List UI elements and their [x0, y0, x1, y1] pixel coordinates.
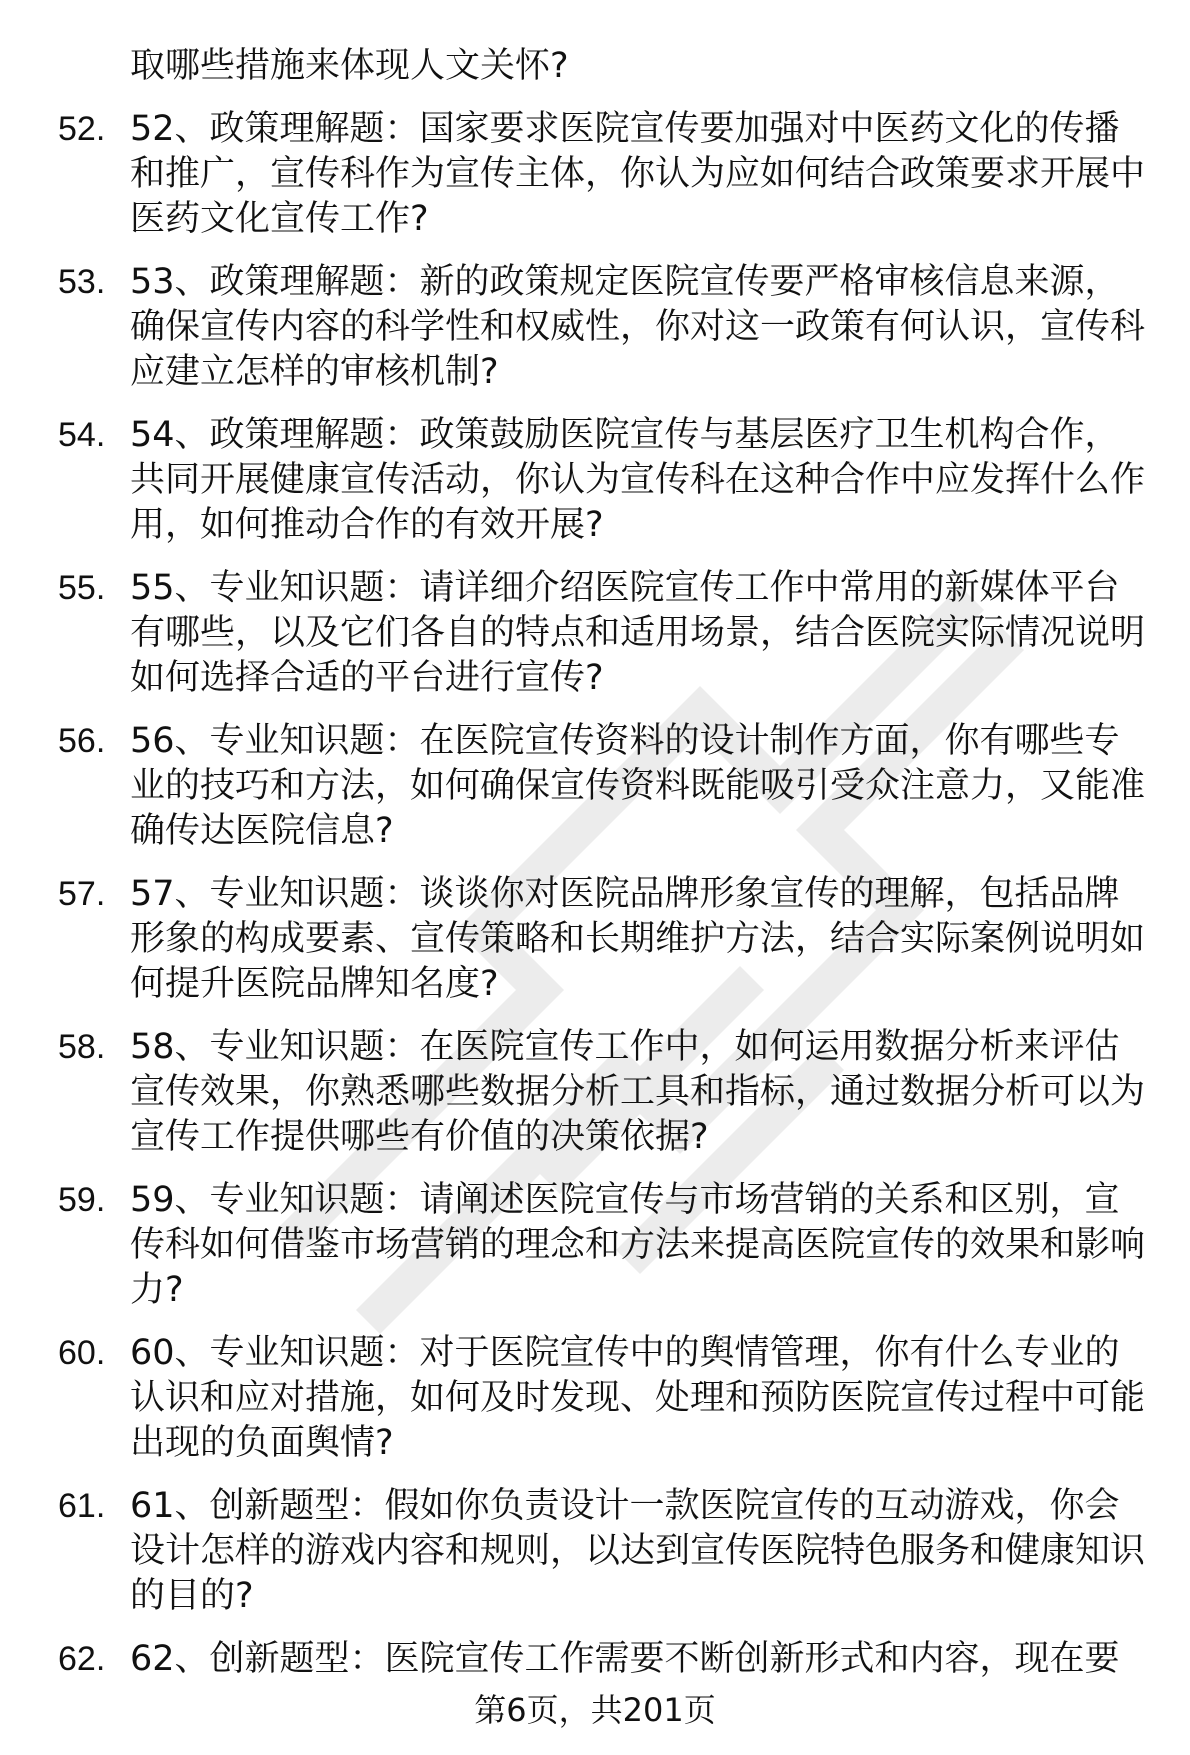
question-item: [0, 260, 1150, 395]
question-number: 60.: [58, 1334, 106, 1372]
question-number: 56.: [58, 722, 106, 760]
question-text: 56、专业知识题：在医院宣传资料的设计制作方面，你有哪些专业的技巧和方法，如何确保宣传资料既能吸引受众注意力，又能准确传达医院信息?: [130, 721, 1146, 851]
question-text: 52、政策理解题：国家要求医院宣传要加强对中医药文化的传播和推广，宣传科作为宣传主体，你认为应如何结合政策要求开展中医药文化宣传工作?: [130, 109, 1146, 239]
page-number-label: 第6页，共201页: [474, 1691, 716, 1729]
question-number: 54.: [58, 416, 106, 454]
previous-question-continuation: 取哪些措施来体现人文关怀?: [130, 46, 569, 86]
question-number: 61.: [58, 1487, 106, 1525]
question-text: 60、专业知识题：对于医院宣传中的舆情管理，你有什么专业的认识和应对措施，如何及时发现、处理和预防医院宣传过程中可能出现的负面舆情?: [130, 1333, 1146, 1463]
question-list: [0, 107, 1190, 1682]
question-item: [0, 413, 1150, 548]
question-item: [0, 872, 1150, 1007]
question-item: [0, 1637, 1150, 1682]
question-number: 58.: [58, 1028, 106, 1066]
question-text: 61、创新题型：假如你负责设计一款医院宣传的互动游戏，你会设计怎样的游戏内容和规则，以达到宣传医院特色服务和健康知识的目的?: [130, 1486, 1146, 1616]
question-text: 59、专业知识题：请阐述医院宣传与市场营销的关系和区别，宣传科如何借鉴市场营销的理念和方法来提高医院宣传的效果和影响力?: [130, 1180, 1146, 1310]
question-item: [0, 1331, 1150, 1466]
question-item: [0, 566, 1150, 701]
question-item: [0, 1025, 1150, 1160]
question-item: [0, 1484, 1150, 1619]
page-footer: [0, 1690, 1190, 1730]
question-item: [0, 1178, 1150, 1313]
question-number: 55.: [58, 569, 106, 607]
question-number: 59.: [58, 1181, 106, 1219]
question-text: 55、专业知识题：请详细介绍医院宣传工作中常用的新媒体平台有哪些，以及它们各自的特点和适用场景，结合医院实际情况说明如何选择合适的平台进行宣传?: [130, 568, 1146, 698]
question-item: [0, 107, 1150, 242]
document-content: [0, 44, 1190, 1700]
question-text: 53、政策理解题：新的政策规定医院宣传要严格审核信息来源，确保宣传内容的科学性和权威性，你对这一政策有何认识，宣传科应建立怎样的审核机制?: [130, 262, 1146, 392]
question-text: 54、政策理解题：政策鼓励医院宣传与基层医疗卫生机构合作，共同开展健康宣传活动，你认为宣传科在这种合作中应发挥什么作用，如何推动合作的有效开展?: [130, 415, 1146, 545]
question-number: 57.: [58, 875, 106, 913]
question-number: 52.: [58, 110, 106, 148]
question-item: [0, 719, 1150, 854]
question-text: 62、创新题型：医院宣传工作需要不断创新形式和内容，现在要: [130, 1639, 1120, 1679]
question-number: 62.: [58, 1640, 106, 1678]
question-number: 53.: [58, 263, 106, 301]
question-text: 58、专业知识题：在医院宣传工作中，如何运用数据分析来评估宣传效果，你熟悉哪些数据分析工具和指标，通过数据分析可以为宣传工作提供哪些有价值的决策依据?: [130, 1027, 1146, 1157]
question-text: 57、专业知识题：谈谈你对医院品牌形象宣传的理解，包括品牌形象的构成要素、宣传策略和长期维护方法，结合实际案例说明如何提升医院品牌知名度?: [130, 874, 1146, 1004]
